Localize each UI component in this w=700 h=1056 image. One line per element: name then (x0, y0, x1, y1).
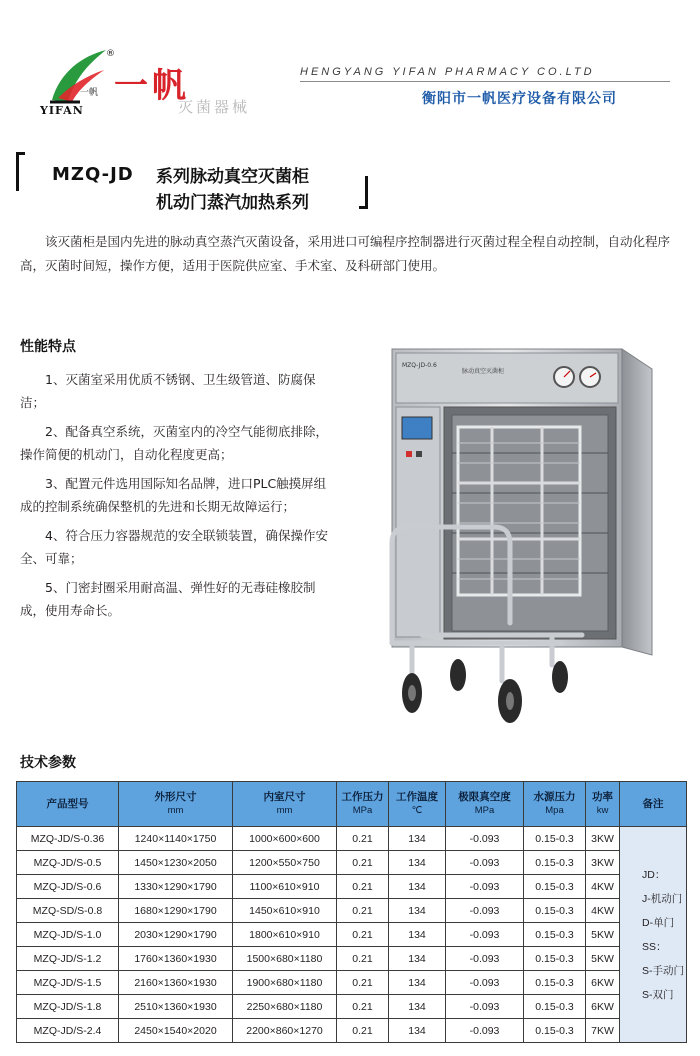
trolley-wheel-icon (450, 659, 466, 691)
remark-line: SS： (642, 940, 667, 953)
table-cell: 134 (389, 1019, 446, 1043)
table-cell: -0.093 (446, 875, 524, 899)
table-cell: 0.21 (337, 899, 389, 923)
table-cell: 134 (389, 851, 446, 875)
table-cell: 0.21 (337, 923, 389, 947)
trolley-wheel-icon (552, 661, 568, 693)
remark-line: S-双门 (642, 988, 674, 1001)
table-cell: 0.15-0.3 (524, 899, 586, 923)
table-cell: 0.15-0.3 (524, 923, 586, 947)
panel-name-label: 脉动真空灭菌柜 (462, 368, 505, 375)
logo-small-text: 一帆 (80, 88, 99, 98)
table-cell: 1330×1290×1790 (119, 875, 233, 899)
feature-item: 3、配置元件选用国际知名品牌，进口PLC触摸屏组成的控制系统确保整机的先进和长期无故障运行； (20, 476, 327, 514)
company-name-english: HENGYANG YIFAN PHARMACY CO.LTD (300, 66, 595, 78)
logo-english-name: YIFAN (40, 104, 84, 117)
table-cell: 1100×610×910 (233, 875, 337, 899)
column-header: 工作压力 MPa (337, 782, 389, 827)
table-row (17, 875, 687, 899)
table-cell: -0.093 (446, 827, 524, 851)
table-cell: MZQ-JD/S-0.6 (17, 875, 119, 899)
table-cell: 0.21 (337, 947, 389, 971)
column-header: 外形尺寸 mm (119, 782, 233, 827)
table-row (17, 851, 687, 875)
touchscreen-icon (402, 417, 432, 439)
title-line-2: 机动门蒸汽加热系列 (156, 193, 309, 213)
table-row (17, 827, 687, 851)
table-cell: 2200×860×1270 (233, 1019, 337, 1043)
intro-paragraph: 该灭菌柜是国内先进的脉动真空蒸汽灭菌设备，采用进口可编程序控制器进行灭菌过程全程自动控制，自动化程序高，灭菌时间短，操作方便，适用于医院供应室、手术室、及科研部门使用。 (20, 234, 671, 273)
table-cell: MZQ-JD/S-2.4 (17, 1019, 119, 1043)
table-cell: 1760×1360×1930 (119, 947, 233, 971)
header-divider (300, 81, 670, 82)
table-cell: -0.093 (446, 851, 524, 875)
column-header: 备注 (620, 782, 687, 827)
column-header: 内室尺寸 mm (233, 782, 337, 827)
registered-mark: ® (106, 49, 115, 59)
table-cell: 134 (389, 923, 446, 947)
remark-line: D-单门 (642, 916, 675, 929)
table-cell: 0.15-0.3 (524, 995, 586, 1019)
table-cell: MZQ-SD/S-0.8 (17, 899, 119, 923)
table-cell: 0.15-0.3 (524, 875, 586, 899)
table-cell: 6KW (586, 995, 620, 1019)
table-cell: 5KW (586, 947, 620, 971)
table-row (17, 1019, 687, 1043)
table-cell: 1000×600×600 (233, 827, 337, 851)
sterilizer-product-photo (382, 343, 670, 729)
table-row (17, 947, 687, 971)
brand-name: 一帆 (114, 66, 190, 106)
table-cell: 5KW (586, 923, 620, 947)
title-bracket-left (16, 152, 25, 191)
table-cell: 0.21 (337, 1019, 389, 1043)
remark-line: J-机动门 (642, 892, 683, 905)
table-row (17, 971, 687, 995)
table-cell: 0.21 (337, 851, 389, 875)
table-cell: -0.093 (446, 923, 524, 947)
features-heading: 性能特点 (20, 339, 76, 355)
trolley-wheel-icon (402, 673, 422, 713)
table-cell: 4KW (586, 899, 620, 923)
table-cell: 4KW (586, 875, 620, 899)
table-cell: -0.093 (446, 971, 524, 995)
trolley-wheel-icon (498, 679, 522, 723)
column-header: 产品型号 (17, 782, 119, 827)
brand-subtitle: 灭菌器械 (178, 98, 251, 116)
table-cell: 134 (389, 947, 446, 971)
table-row (17, 923, 687, 947)
table-cell: 1450×610×910 (233, 899, 337, 923)
feature-item: 1、灭菌室采用优质不锈钢、卫生级管道、防腐保洁； (20, 372, 316, 410)
table-cell: 0.15-0.3 (524, 1019, 586, 1043)
table-cell: 7KW (586, 1019, 620, 1043)
table-cell: 3KW (586, 851, 620, 875)
column-header: 功率 kw (586, 782, 620, 827)
table-cell: 134 (389, 875, 446, 899)
table-header-row (17, 782, 687, 827)
panel-model-label: MZQ-JD-0.6 (402, 362, 437, 369)
table-cell: -0.093 (446, 947, 524, 971)
table-row (17, 995, 687, 1019)
table-cell: 2250×680×1180 (233, 995, 337, 1019)
table-cell: -0.093 (446, 899, 524, 923)
feature-item: 2、配备真空系统，灭菌室内的冷空气能彻底排除，操作简便的机动门，自动化程度更高； (20, 424, 328, 462)
title-line-1: 系列脉动真空灭菌柜 (156, 167, 309, 187)
table-cell: 2450×1540×2020 (119, 1019, 233, 1043)
table-cell: 1900×680×1180 (233, 971, 337, 995)
table-cell: MZQ-JD/S-1.8 (17, 995, 119, 1019)
table-cell: 2160×1360×1930 (119, 971, 233, 995)
table-cell: 0.21 (337, 875, 389, 899)
feature-item: 5、门密封圈采用耐高温、弹性好的无毒硅橡胶制成，使用寿命长。 (20, 580, 316, 618)
table-row (17, 899, 687, 923)
table-cell: MZQ-JD/S-1.5 (17, 971, 119, 995)
table-cell: MZQ-JD/S-0.5 (17, 851, 119, 875)
table-cell: MZQ-JD/S-0.36 (17, 827, 119, 851)
title-model: MZQ-JD (52, 164, 134, 185)
remark-line: JD： (642, 868, 666, 881)
remarks-cell (620, 827, 687, 1043)
table-cell: -0.093 (446, 1019, 524, 1043)
specs-table (16, 781, 687, 1043)
table-cell: 0.21 (337, 827, 389, 851)
table-cell: 134 (389, 899, 446, 923)
table-cell: 0.21 (337, 971, 389, 995)
features-list (20, 368, 330, 628)
title-bracket-right (359, 176, 368, 209)
table-cell: -0.093 (446, 995, 524, 1019)
column-header: 极限真空度 MPa (446, 782, 524, 827)
table-cell: 134 (389, 995, 446, 1019)
table-cell: MZQ-JD/S-1.2 (17, 947, 119, 971)
table-cell: 0.15-0.3 (524, 971, 586, 995)
table-cell: 0.15-0.3 (524, 851, 586, 875)
table-cell: 6KW (586, 971, 620, 995)
table-cell: 1680×1290×1790 (119, 899, 233, 923)
table-cell: 0.15-0.3 (524, 827, 586, 851)
table-cell: 3KW (586, 827, 620, 851)
table-cell: 1450×1230×2050 (119, 851, 233, 875)
remark-line: S-手动门 (642, 964, 684, 977)
specs-heading: 技术参数 (20, 755, 76, 771)
table-cell: 0.21 (337, 995, 389, 1019)
table-cell: 1500×680×1180 (233, 947, 337, 971)
column-header: 水源压力 Mpa (524, 782, 586, 827)
table-cell: 1240×1140×1750 (119, 827, 233, 851)
table-cell: 0.15-0.3 (524, 947, 586, 971)
table-cell: 134 (389, 827, 446, 851)
feature-item: 4、符合压力容器规范的安全联锁装置，确保操作安全、可靠； (20, 528, 328, 566)
table-cell: 1200×550×750 (233, 851, 337, 875)
table-cell: 2510×1360×1930 (119, 995, 233, 1019)
table-cell: 134 (389, 971, 446, 995)
column-header: 工作温度 ℃ (389, 782, 446, 827)
company-name-chinese: 衡阳市一帆医疗设备有限公司 (422, 91, 617, 107)
table-cell: 1800×610×910 (233, 923, 337, 947)
table-cell: 2030×1290×1790 (119, 923, 233, 947)
table-cell: MZQ-JD/S-1.0 (17, 923, 119, 947)
